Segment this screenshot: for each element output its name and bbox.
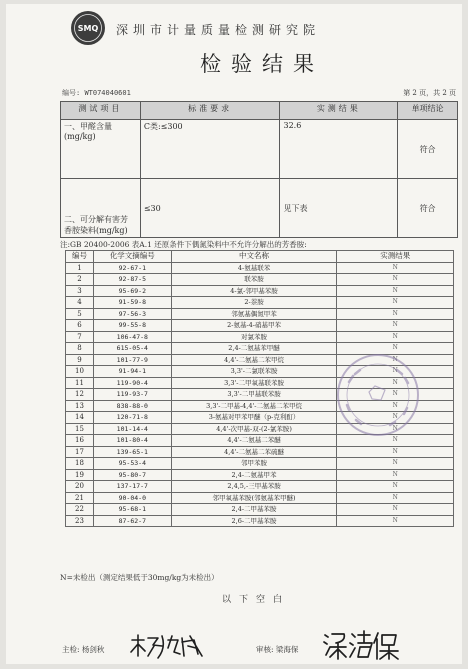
row-number: 8: [66, 343, 94, 355]
test-result: N: [337, 446, 454, 458]
cas-number: 119-90-4: [93, 377, 171, 389]
row-number: 16: [66, 435, 94, 447]
test-result: N: [337, 343, 454, 355]
test-result: N: [337, 285, 454, 297]
chinese-name: 3-氨基对甲苯甲醚（p-克利酊）: [171, 412, 337, 424]
test-result: N: [337, 469, 454, 481]
chinese-name: 3,3'-二甲基联苯胺: [171, 389, 337, 401]
chinese-name: 对氯苯胺: [171, 331, 337, 343]
amine-row: [66, 285, 454, 297]
row-number: 20: [66, 481, 94, 493]
chinese-name: 2,4-二氨基苯甲醚: [171, 343, 337, 355]
report-number-label: 编号:: [62, 89, 81, 97]
amine-row: [66, 458, 454, 470]
row-number: 1: [66, 262, 94, 274]
col-header: 化学文摘编号: [93, 251, 171, 263]
cas-number: 137-17-7: [93, 481, 171, 493]
smq-logo: [70, 10, 106, 46]
test-result: N: [337, 400, 454, 412]
test-item: 二、可分解有害芳 香胺染料(mg/kg): [61, 179, 141, 238]
amine-row: [66, 274, 454, 286]
chinese-name: 4,4'-二氨基二苯醚: [171, 435, 337, 447]
test-result: N: [337, 389, 454, 401]
test-result: N: [337, 274, 454, 286]
chinese-name: 2-萘胺: [171, 297, 337, 309]
col-header: 编号: [66, 251, 94, 263]
cas-number: 106-47-8: [93, 331, 171, 343]
chinese-name: 3,3'-二甲基-4,4'-二氨基二苯甲烷: [171, 400, 337, 412]
test-result: N: [337, 366, 454, 378]
test-result: N: [337, 423, 454, 435]
chinese-name: 邻甲氧基苯胺(邻氨基苯甲醚): [171, 492, 337, 504]
requirement: C类:≤300: [140, 120, 280, 179]
chinese-name: 2,6-二甲基苯胺: [171, 515, 337, 527]
test-result: N: [337, 481, 454, 493]
chinese-name: 邻氨基偶氮甲苯: [171, 308, 337, 320]
col-header: 测试项目: [61, 102, 141, 120]
test-result: N: [337, 308, 454, 320]
chinese-name: 4,4'-二氨基二苯甲烷: [171, 354, 337, 366]
results-table: [60, 101, 458, 238]
amine-row: [66, 446, 454, 458]
row-number: 9: [66, 354, 94, 366]
row-number: 7: [66, 331, 94, 343]
test-result: N: [337, 297, 454, 309]
row-number: 19: [66, 469, 94, 481]
results-row: [61, 179, 458, 238]
test-result: N: [337, 458, 454, 470]
tester-name: 杨剑秋: [81, 645, 105, 654]
test-result: N: [337, 377, 454, 389]
chinese-name: 2,4-二氨基甲苯: [171, 469, 337, 481]
amine-row: [66, 262, 454, 274]
col-header: 实测结果: [280, 102, 398, 120]
standard-note: 注:GB 20400-2006 表A.1 还原条件下偶氮染料中不允许分解出的芳香胺:: [60, 240, 307, 249]
amine-row: [66, 469, 454, 481]
tester-handwritten-signature: [128, 632, 204, 660]
chinese-name: 4,4'-二氨基二苯硫醚: [171, 446, 337, 458]
amine-row: [66, 504, 454, 516]
amine-row: [66, 320, 454, 332]
test-result: N: [337, 412, 454, 424]
chinese-name: 2,4-二甲基苯胺: [171, 504, 337, 516]
chinese-name: 2-氨基-4-硝基甲苯: [171, 320, 337, 332]
amine-header-row: [66, 251, 454, 263]
cas-number: 615-05-4: [93, 343, 171, 355]
blank-below-marker: 以下空白: [222, 595, 291, 605]
col-header: 标准要求: [140, 102, 280, 120]
row-number: 18: [66, 458, 94, 470]
cas-number: 139-65-1: [93, 446, 171, 458]
cas-number: 92-87-5: [93, 274, 171, 286]
page-title: 检验结果: [200, 52, 324, 76]
chinese-name: 4,4'-次甲基-双-(2-氯苯胺): [171, 423, 337, 435]
conclusion: 符合: [398, 120, 458, 179]
chinese-name: 联苯胺: [171, 274, 337, 286]
report-number: [62, 88, 131, 98]
cas-number: 91-94-1: [93, 366, 171, 378]
cas-number: 838-88-0: [93, 400, 171, 412]
conclusion: 符合: [398, 179, 458, 238]
test-result: N: [337, 492, 454, 504]
cas-number: 120-71-8: [93, 412, 171, 424]
test-result: N: [337, 262, 454, 274]
row-number: 23: [66, 515, 94, 527]
test-result: N: [337, 331, 454, 343]
report-number-value: WT074040601: [84, 89, 131, 97]
cas-number: 87-62-7: [93, 515, 171, 527]
institute-name: 深圳市计量质量检测研究院: [116, 23, 321, 37]
chinese-name: 4-氨基联苯: [171, 262, 337, 274]
measured-result: 见下表: [280, 179, 398, 238]
row-number: 14: [66, 412, 94, 424]
measured-result: 32.6: [280, 120, 398, 179]
row-number: 3: [66, 285, 94, 297]
col-header: 中文名称: [171, 251, 337, 263]
reviewer-name: 梁海保: [275, 645, 299, 654]
test-item: 一、甲醛含量 (mg/kg): [61, 120, 141, 179]
amine-row: [66, 481, 454, 493]
chinese-name: 2,4,5,-三甲基苯胺: [171, 481, 337, 493]
amine-row: [66, 308, 454, 320]
cas-number: 101-77-9: [93, 354, 171, 366]
chinese-name: 3,3'-二甲氧基联苯胺: [171, 377, 337, 389]
cas-number: 101-80-4: [93, 435, 171, 447]
row-number: 15: [66, 423, 94, 435]
row-number: 2: [66, 274, 94, 286]
row-number: 21: [66, 492, 94, 504]
results-header-row: [61, 102, 458, 120]
col-header: 单项结论: [398, 102, 458, 120]
row-number: 11: [66, 377, 94, 389]
row-number: 6: [66, 320, 94, 332]
cas-number: 95-80-7: [93, 469, 171, 481]
reviewer-signature: [256, 644, 298, 655]
tester-signature: [62, 644, 104, 655]
cas-number: 99-55-8: [93, 320, 171, 332]
official-stamp: [335, 352, 421, 438]
not-detected-note: N=未检出（测定结果低于30mg/kg为未检出）: [60, 573, 219, 582]
cas-number: 95-68-1: [93, 504, 171, 516]
row-number: 13: [66, 400, 94, 412]
chinese-name: 3,3'-二氯联苯胺: [171, 366, 337, 378]
amine-row: [66, 515, 454, 527]
row-number: 5: [66, 308, 94, 320]
test-result: N: [337, 354, 454, 366]
cas-number: 91-59-8: [93, 297, 171, 309]
cas-number: 97-56-3: [93, 308, 171, 320]
test-result: N: [337, 435, 454, 447]
chinese-name: 4-氯-邻甲基苯胺: [171, 285, 337, 297]
test-result: N: [337, 515, 454, 527]
chinese-name: 邻甲苯胺: [171, 458, 337, 470]
cas-number: 90-04-0: [93, 492, 171, 504]
test-result: N: [337, 320, 454, 332]
amine-row: [66, 331, 454, 343]
results-row: [61, 120, 458, 179]
cas-number: 92-67-1: [93, 262, 171, 274]
row-number: 22: [66, 504, 94, 516]
cas-number: 119-93-7: [93, 389, 171, 401]
requirement: ≤30: [140, 179, 280, 238]
col-header: 实测结果: [337, 251, 454, 263]
logo-text: SMQ: [77, 24, 99, 33]
amine-row: [66, 297, 454, 309]
reviewer-handwritten-signature: [322, 629, 400, 661]
row-number: 17: [66, 446, 94, 458]
page-info: 第 2 页，共 2 页: [403, 89, 456, 97]
row-number: 12: [66, 389, 94, 401]
cas-number: 95-53-4: [93, 458, 171, 470]
cas-number: 95-69-2: [93, 285, 171, 297]
tester-label: 主检:: [62, 645, 80, 654]
amine-row: [66, 492, 454, 504]
reviewer-label: 审核:: [256, 645, 274, 654]
row-number: 10: [66, 366, 94, 378]
test-result: N: [337, 504, 454, 516]
row-number: 4: [66, 297, 94, 309]
cas-number: 101-14-4: [93, 423, 171, 435]
